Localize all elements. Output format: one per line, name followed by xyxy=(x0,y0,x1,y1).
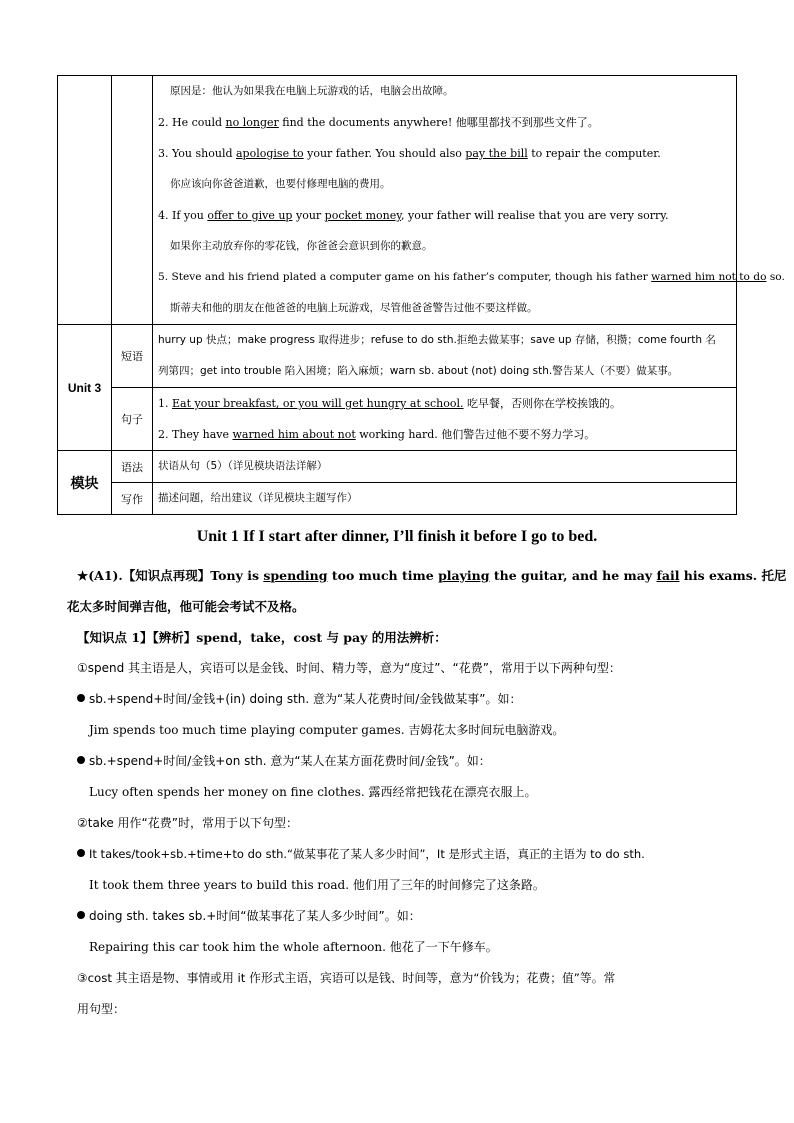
take-pattern-2 xyxy=(77,901,727,932)
cost-intro: ③cost 其主语是物、事情或用 it 作形式主语，宾语可以是钱、时间等，意为“价钱为；花费；值”等。常 xyxy=(77,971,616,985)
knowledge-recap xyxy=(77,560,787,591)
phrase-line-1: hurry up 快点；make progress 取得进步；refuse to do sth.拒绝去做某事；save up 存储，积攒；come fourth 名 xyxy=(158,334,716,346)
sentence-4 xyxy=(158,200,731,231)
underlined-phrase: apologise to xyxy=(236,147,304,160)
text: 5. Steve and his friend plated a computer game on his father’s computer, though his father xyxy=(158,271,652,283)
text: to repair the computer. xyxy=(527,147,661,160)
text: 4. If you xyxy=(158,209,208,222)
text: your father. You should also xyxy=(303,147,466,160)
text: sb.+spend+时间/金钱+on sth. 意为“某人在某方面花费时间/金钱”。如： xyxy=(89,754,491,768)
sentence-2 xyxy=(158,107,731,138)
text: 2. They have xyxy=(158,428,233,441)
underlined-word: fail xyxy=(656,568,680,583)
text: 1. xyxy=(158,397,172,410)
writing-label: 写作 xyxy=(112,483,153,515)
text: , your father will realise that you are very sorry. xyxy=(401,209,669,222)
text: ★(A1).【知识点再现】Tony is xyxy=(77,568,264,583)
cost-intro-line-2: 用句型： xyxy=(77,1002,126,1016)
knowledge-point-heading: 【知识点 1】【辨析】spend，take，cost 与 pay 的用法辨析： xyxy=(77,630,447,645)
sentence-3-translation: 你应该向你爸爸道歉，也要付修理电脑的费用。 xyxy=(170,178,391,190)
text: sb.+spend+时间/金钱+(in) doing sth. 意为“某人花费时间/金钱做某事”。如： xyxy=(89,692,522,706)
text: too much time xyxy=(327,568,439,583)
text: 2. He could xyxy=(158,116,226,129)
table-row xyxy=(58,483,737,515)
take-example-2: Repairing this car took him the whole afternoon. 他花了一下午修车。 xyxy=(89,940,498,954)
text: the guitar, and he may xyxy=(489,568,657,583)
table-row xyxy=(58,388,737,451)
text: find the documents anywhere! 他哪里都找不到那些文件了。 xyxy=(278,116,599,129)
underlined-phrase: warned him not to do xyxy=(651,271,767,283)
bullet-icon xyxy=(77,694,85,702)
text: It takes/took+sb.+time+to do sth.“做某事花了某人多少时间”，It 是形式主语，真正的主语为 to do sth. xyxy=(89,847,645,861)
underlined-phrase: pay the bill xyxy=(465,147,528,160)
sentence-label: 句子 xyxy=(112,388,153,451)
module-label-text: 模块 xyxy=(70,474,99,491)
text: working hard. 他们警告过他不要不努力学习。 xyxy=(355,428,596,441)
table-row xyxy=(58,451,737,483)
unit-cell-empty xyxy=(58,76,112,325)
underlined-phrase: pocket money xyxy=(324,209,401,222)
grammar-label: 语法 xyxy=(112,451,153,483)
spend-example-2: Lucy often spends her money on fine clothes. 露西经常把钱花在漂亮衣服上。 xyxy=(89,785,537,799)
phrase-line-2: 列第四；get into trouble 陷入困境；陷入麻烦；warn sb. about (not) doing sth.警告某人（不要）做某事。 xyxy=(158,365,679,377)
underlined-phrase: warned him about not xyxy=(232,428,356,441)
table-row xyxy=(58,76,737,325)
bullet-icon xyxy=(77,849,85,857)
unit3-sentence-2 xyxy=(158,419,731,450)
phrase-label: 短语 xyxy=(112,325,153,388)
text: so. xyxy=(766,271,785,283)
underlined-word: spending xyxy=(263,568,328,583)
unit-1-title: Unit 1 If I start after dinner, I’ll finish it before I go to bed. xyxy=(196,528,598,545)
spend-example-1: Jim spends too much time playing computer games. 吉姆花太多时间玩电脑游戏。 xyxy=(89,723,565,737)
spend-intro: ①spend 其主语是人，宾语可以是金钱、时间、精力等，意为“度过”、“花费”，常用于以下两种句型： xyxy=(77,661,621,675)
spend-pattern-2 xyxy=(77,746,727,777)
sentence-5-translation: 斯蒂夫和他的朋友在他爸爸的电脑上玩游戏，尽管他爸爸警告过他不要这样做。 xyxy=(170,302,538,314)
writing-cell xyxy=(153,483,737,515)
grammar-cell xyxy=(153,451,737,483)
underlined-phrase: Eat your breakfast, or you will get hungry at school. xyxy=(172,397,464,410)
underlined-word: playing xyxy=(438,568,490,583)
text: his exams. 托尼 xyxy=(679,568,787,583)
bullet-icon xyxy=(77,911,85,919)
underlined-phrase: offer to give up xyxy=(207,209,293,222)
text: doing sth. takes sb.+时间“做某事花了某人多少时间”。如： xyxy=(89,909,421,923)
notes-body xyxy=(67,560,787,1025)
text: 吃早餐，否则你在学校挨饿的。 xyxy=(463,397,622,410)
knowledge-recap-line-2: 花太多时间弹吉他，他可能会考试不及格。 xyxy=(67,599,305,614)
unit3-sentence-1 xyxy=(158,388,731,419)
sentence-3 xyxy=(158,138,731,169)
sentence-cell xyxy=(153,388,737,451)
sentence-5 xyxy=(158,262,785,293)
sentence-4-translation: 如果你主动放弃你的零花钱，你爸爸会意识到你的歉意。 xyxy=(170,240,433,252)
reason-line: 原因是：他认为如果我在电脑上玩游戏的话，电脑会出故障。 xyxy=(170,85,454,97)
underlined-phrase: no longer xyxy=(225,116,279,129)
bullet-icon xyxy=(77,756,85,764)
text: 3. You should xyxy=(158,147,236,160)
spend-pattern-1 xyxy=(77,684,727,715)
phrase-cell xyxy=(153,325,737,388)
sentences-cell xyxy=(153,76,785,325)
type-cell-empty xyxy=(112,76,153,325)
text: your xyxy=(292,209,325,222)
module-label xyxy=(58,451,112,515)
summary-table xyxy=(57,75,785,515)
take-example-1: It took them three years to build this road. 他们用了三年的时间修完了这条路。 xyxy=(89,878,545,892)
writing-text: 描述问题，给出建议（详见模块主题写作） xyxy=(158,492,358,504)
take-pattern-1 xyxy=(77,839,727,870)
table-row xyxy=(58,325,737,388)
unit-3-label: Unit 3 xyxy=(58,325,112,451)
grammar-text: 状语从句（5）（详见模块语法详解） xyxy=(158,460,328,472)
take-intro: ②take 用作“花费”时，常用于以下句型： xyxy=(77,816,298,830)
